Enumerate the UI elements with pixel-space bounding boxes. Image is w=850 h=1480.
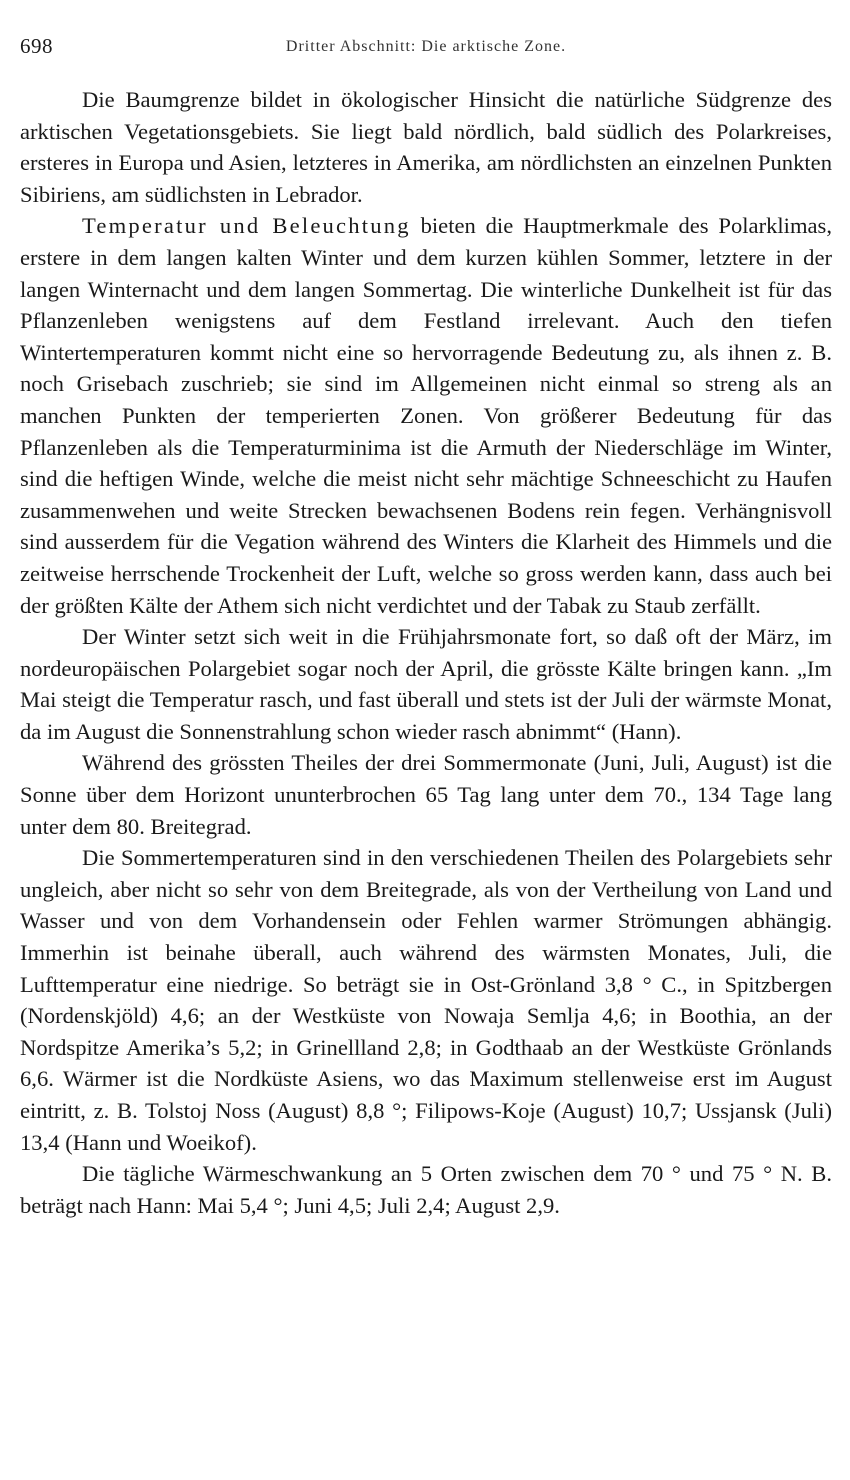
paragraph xyxy=(20,747,832,842)
paragraph-text: Die Baumgrenze bildet in ökologischer Hinsicht die natürliche Südgrenze des arktischen Vegetationsgebiets. Sie liegt bald nördlich, bald südlich des Polarkreises, ersteres in Europa und Asien, letzteres in Amerika, am nördlichsten an einzelnen Punkten Sibiriens, am südlichsten in Lebrador. xyxy=(20,87,832,207)
page-header xyxy=(20,34,832,62)
paragraph-text: Während des grössten Theiles der drei Sommermonate (Juni, Juli, August) ist die Sonne über dem Horizont ununterbrochen 65 Tag lang unter dem 70., 134 Tage lang unter dem 80. Breitegrad. xyxy=(20,750,832,839)
paragraph-text: Die tägliche Wärmeschwankung an 5 Orten zwischen dem 70 ° und 75 ° N. B. beträgt nach Hann: Mai 5,4 °; Juni 4,5; Juli 2,4; August 2,9. xyxy=(20,1161,832,1218)
paragraph xyxy=(20,84,832,210)
paragraph-text: bieten die Hauptmerkmale des Polarklimas, erstere in dem langen kalten Winter und dem kurzen kühlen Sommer, letztere in der langen Winternacht und dem langen Sommertag. Die winterliche Dunkelheit ist für das Pflanzenleben wenigstens auf dem Festland irrelevant. Auch den tiefen Wintertemperaturen kommt nicht eine so hervorragende Bedeutung zu, als ihnen z. B. noch Grisebach zuschrieb; sie sind im Allgemeinen nicht einmal so streng als an manchen Punkten der temperierten Zonen. Von größerer Bedeutung für das Pflanzenleben als die Temperaturminima ist die Armuth der Niederschläge im Winter, sind die heftigen Winde, welche die meist nicht sehr mächtige Schneeschicht zu Haufen zusammenwehen und weite Strecken bewachsenen Bodens rein fegen. Verhängnisvoll sind ausserdem für die Vegation während des Winters die Klarheit des Himmels und die zeitweise herrschende Trockenheit der Luft, welche so gross werden kann, dass auch bei der größten Kälte der Athem sich nicht verdichtet und der Tabak zu Staub zerfällt. xyxy=(20,213,832,618)
paragraph xyxy=(20,1158,832,1221)
page-number: 698 xyxy=(20,34,53,58)
emphasized-lead: Temperatur und Beleuchtung xyxy=(82,213,411,239)
paragraph-text: Die Sommertemperaturen sind in den verschiedenen Theilen des Polargebiets sehr ungleich, aber nicht so sehr von dem Breitegrade, als von der Vertheilung von Land und Wasser und von dem Vorhandensein oder Fehlen warmer Strömungen abhängig. Immerhin ist beinahe überall, auch während des wärmsten Monates, Juli, die Lufttemperatur eine niedrige. So beträgt sie in Ost-Grönland 3,8 ° C., in Spitzbergen (Nordenskjöld) 4,6; an der Westküste von Nowaja Semlja 4,6; in Boothia, an der Nordspitze Amerika’s 5,2; in Grinellland 2,8; in Godthaab an der Westküste Grönlands 6,6. Wärmer ist die Nordküste Asiens, wo das Maximum stellenweise erst im August eintritt, z. B. Tolstoj Noss (August) 8,8 °; Filipows-Koje (August) 10,7; Ussjansk (Juli) 13,4 (Hann und Woeikof). xyxy=(20,845,832,1155)
body-text xyxy=(20,84,832,1221)
paragraph xyxy=(20,210,832,621)
paragraph-text: Der Winter setzt sich weit in die Frühjahrsmonate fort, so daß oft der März, im nordeuropäischen Polargebiet sogar noch der April, die grösste Kälte bringen kann. „Im Mai steigt die Temperatur rasch, und fast überall und stets ist der Juli der wärmste Monat, da im August die Sonnenstrahlung schon wieder rasch abnimmt“ (Hann). xyxy=(20,624,832,744)
paragraph xyxy=(20,842,832,1158)
running-head: Dritter Abschnitt: Die arktische Zone. xyxy=(285,38,567,55)
paragraph xyxy=(20,621,832,747)
